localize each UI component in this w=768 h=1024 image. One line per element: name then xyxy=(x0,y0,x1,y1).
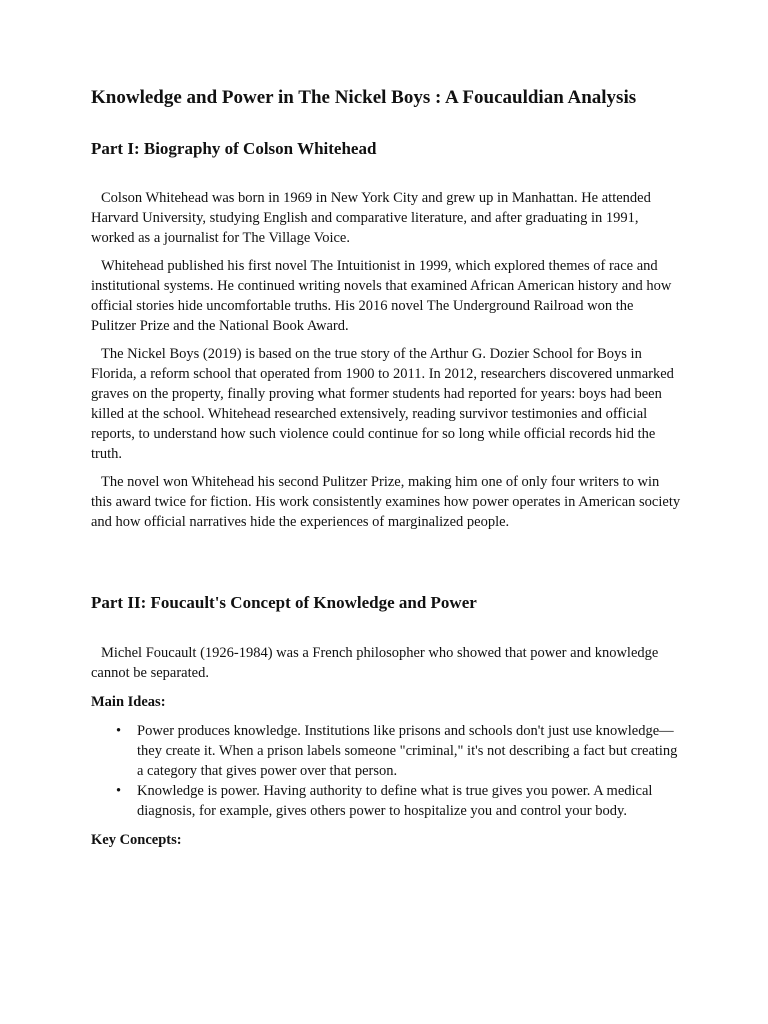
section-spacer xyxy=(91,532,681,592)
part-1-heading xyxy=(91,138,681,160)
list-item xyxy=(116,781,681,821)
part-1-paragraph: The novel won Whitehead his second Pulitzer Prize, making him one of only four writers to win this award twice for fiction. His work consistently examines how power operates in American society and how official narratives hide the experiences of marginalized people. xyxy=(91,474,681,530)
bullet-icon: • xyxy=(116,783,122,799)
main-ideas-list xyxy=(91,721,681,821)
bullet-icon: • xyxy=(116,723,122,739)
part-1-paragraph: The Nickel Boys (2019) is based on the true story of the Arthur G. Dozier School for Boys in Florida, a reform school that operated from 1900 to 2011. In 2012, researchers discovered unmarked graves on the property, finally proving what former students had reported for years: boys had been killed at the school. Whitehead researched extensively, reading survivor testimonies and official reports, to understand how such violence could continue for so long while official records hid the truth. xyxy=(91,346,674,462)
part-1-paragraph: Colson Whitehead was born in 1969 in New York City and grew up in Manhattan. He attended Harvard University, studying English and comparative literature, and after graduating in 1991, worked as a journalist for The Village Voice. xyxy=(91,190,651,246)
main-ideas-label: Main Ideas: xyxy=(91,694,166,710)
part-2-heading-text: Foucault's Concept of Knowledge and Power xyxy=(146,593,477,612)
list-item-text: Knowledge is power. Having authority to define what is true gives you power. A medical diagnosis, for example, gives others power to hospitalize you and control your body. xyxy=(137,783,653,819)
list-item-text: Power produces knowledge. Institutions like prisons and schools don't just use knowledge—they create it. When a prison labels someone "criminal," it's not describing a fact but creating a category that gives power over that person. xyxy=(137,723,678,779)
document-page xyxy=(91,84,681,850)
part-1-paragraph: Whitehead published his first novel The Intuitionist in 1999, which explored themes of race and institutional systems. He continued writing novels that examined African American history and how official stories hide uncomfortable truths. His 2016 novel The Underground Railroad won the Pulitzer Prize and the National Book Award. xyxy=(91,258,672,334)
key-concepts-label: Key Concepts: xyxy=(91,832,182,848)
part-2-heading xyxy=(91,592,681,614)
part-2-number: Part II: xyxy=(91,593,147,612)
part-1-heading-text: Biography of Colson Whitehead xyxy=(139,139,377,158)
part-1-number: Part I: xyxy=(91,139,140,158)
document-title: Knowledge and Power in The Nickel Boys : A Foucauldian Analysis xyxy=(91,87,637,108)
part-2-intro-paragraph: Michel Foucault (1926-1984) was a French philosopher who showed that power and knowledge cannot be separated. xyxy=(91,645,659,681)
list-item xyxy=(116,721,681,781)
